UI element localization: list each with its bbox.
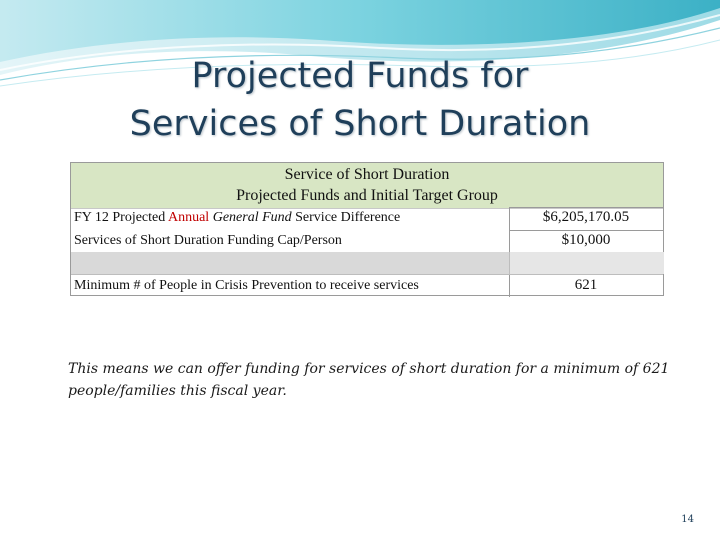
funds-table [70, 162, 664, 296]
table-row [71, 207, 663, 229]
slide-title [0, 52, 720, 148]
row-label-prefix: FY 12 Projected [74, 210, 168, 225]
table-row [71, 275, 663, 296]
table-row-spacer [71, 252, 663, 275]
row-value: $10,000 [561, 232, 611, 248]
page-number: 14 [681, 514, 694, 525]
row-label: Minimum # of People in Crisis Prevention to receive services [74, 278, 419, 293]
row-value: 621 [574, 277, 598, 293]
row-label [74, 210, 400, 226]
table-header-line-2: Projected Funds and Initial Target Group [236, 187, 498, 204]
table-header [71, 162, 663, 209]
row-label: Services of Short Duration Funding Cap/Person [74, 233, 342, 248]
table-header-line-1: Service of Short Duration [284, 166, 450, 183]
row-label-general-fund: General Fund [209, 210, 292, 225]
title-line-2: Services of Short Duration [129, 104, 591, 144]
value-cell [509, 252, 664, 274]
summary-note: This means we can offer funding for services of short duration for a minimum of 621 people/families this fiscal year. [68, 361, 670, 399]
row-label-suffix: Service Difference [291, 210, 401, 225]
title-line-1: Projected Funds for [191, 56, 529, 96]
row-value: $6,205,170.05 [542, 209, 630, 225]
table-row [71, 230, 663, 253]
row-label-annual: Annual [167, 210, 210, 225]
